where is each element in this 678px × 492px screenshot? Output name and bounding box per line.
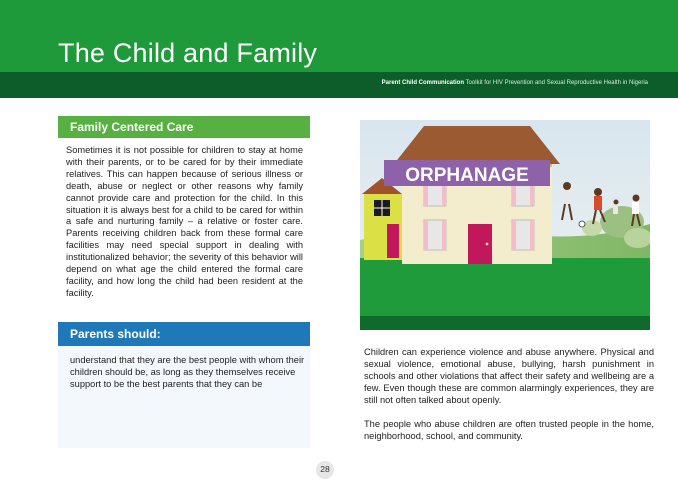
family-centered-care-heading-bar	[58, 116, 310, 138]
subtitle-bold: Parent Child Communication	[381, 80, 464, 86]
violence-abuse-text	[364, 346, 654, 454]
ground-strip	[360, 316, 650, 330]
family-centered-care-heading: Family Centered Care	[70, 120, 194, 134]
parents-should-heading: Parents should:	[70, 327, 161, 341]
family-centered-care-text: Sometimes it is not possible for children to stay at home with their parents, or to be cared for by their immediate relatives. This can happen because of serious illness or death, abuse or neglect or other reasons why family cannot provide care and protection for the child. In this situation it is always best for a child to be cared for within a safe and nurturing family – a relative or foster care. Parents receiving children back from these formal care facilities may need special support in dealing with institutionalized behavior; the severity of this behavior will depend on what age the child entered the formal care facility, and how long the child had been resident at the facility.	[66, 145, 303, 298]
page-number-badge	[316, 461, 334, 479]
parents-should-heading-bar	[58, 322, 310, 346]
side-house	[362, 178, 402, 260]
page-number: 28	[320, 464, 330, 474]
violence-paragraph: Children can experience violence and abuse anywhere. Physical and sexual violence, emotional abuse, bullying, harsh punishment in schools and other violations that affect their safety and wellbeing are a few. Even though these are common alarmingly experiences, they are still not often talked about openly.	[364, 347, 654, 405]
football	[579, 221, 585, 227]
parents-should-text: understand that they are the best people with whom their children should be, as long as they themselves receive support to be the best parents that they can be	[70, 355, 305, 390]
toolkit-subtitle	[382, 80, 648, 86]
page-header	[0, 0, 678, 72]
page-title: The Child and Family	[58, 38, 318, 68]
orphanage-building	[394, 126, 560, 264]
orphanage-illustration	[360, 120, 650, 330]
orphanage-sign-text: ORPHANAGE	[405, 165, 529, 186]
subtitle-rest: Toolkit for HIV Prevention and Sexual Reproductive Health in Nigeria	[464, 80, 648, 86]
lawn	[360, 258, 650, 320]
abusers-paragraph: The people who abuse children are often trusted people in the home, neighborhood, school, and community.	[364, 419, 654, 441]
